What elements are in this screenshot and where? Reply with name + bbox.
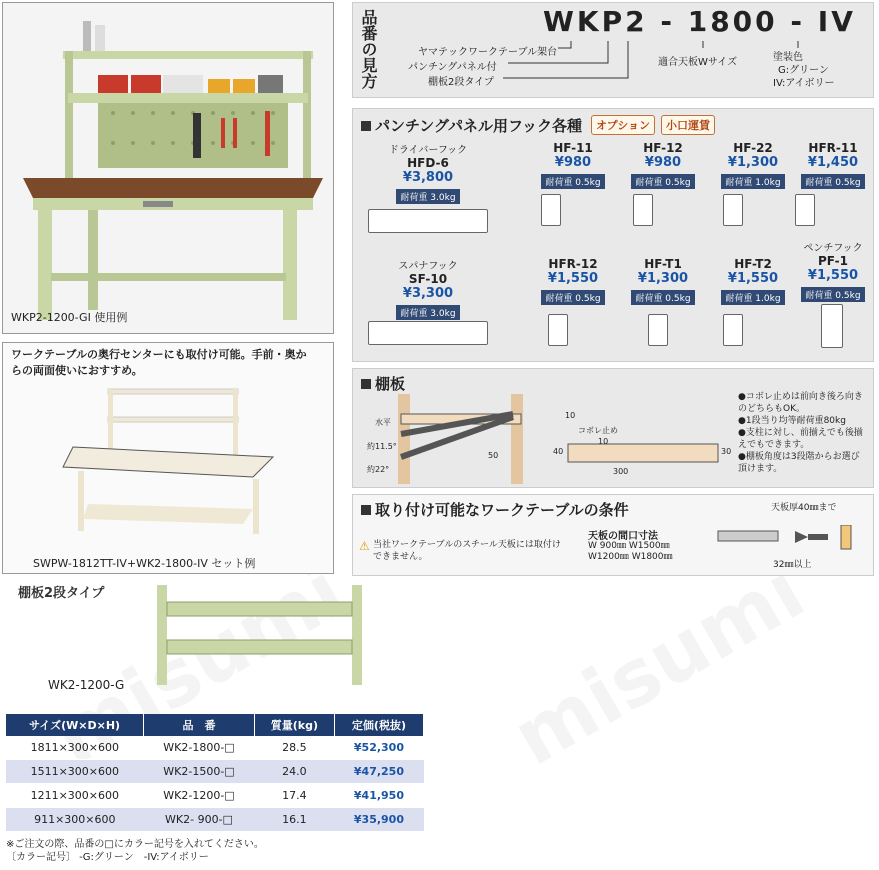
- cell-mass: 24.0: [254, 760, 334, 784]
- hook-load: 耐荷重 0.5kg: [541, 174, 604, 189]
- hook-plate-icon: [723, 194, 743, 226]
- hook-item: [623, 141, 703, 189]
- cell-code: WK2- 900-□: [144, 808, 255, 832]
- label-yamatec: ヤマテックワークテーブル架台: [418, 47, 558, 58]
- shelf-title: 棚板: [361, 373, 405, 394]
- hook-price: ¥1,550: [807, 268, 859, 283]
- hook-name: HF-11: [553, 141, 593, 155]
- col-size: サイズ(W×D×H): [6, 714, 144, 736]
- hook-item: [713, 257, 793, 305]
- opening-size: W1200㎜: [588, 552, 629, 562]
- cell-size: 1811×300×600: [6, 736, 144, 760]
- cell-mass: 17.4: [254, 784, 334, 808]
- label-dim-10b: 10: [598, 437, 609, 446]
- hook-name: SF-10: [408, 272, 448, 286]
- shelf-2tier-photo: [2, 580, 372, 710]
- photo-set-caption-top: ワークテーブルの奥行センターにも取付け可能。手前・奥からの両面使いにおすすめ。: [11, 348, 307, 377]
- conditions-warning: 当社ワークテーブルのスチール天板には取付けできません。: [373, 540, 561, 562]
- hook-item: [363, 257, 493, 320]
- opening-size: W1500㎜: [628, 541, 670, 551]
- opening-size: W1800㎜: [631, 552, 673, 562]
- depth-label: 32㎜以上: [773, 560, 812, 570]
- cell-price: ¥47,250: [334, 760, 423, 784]
- hook-load: 耐荷重 0.5kg: [801, 287, 864, 302]
- shelf-2tier-illustration: [152, 580, 372, 690]
- cell-code: WK2-1500-□: [144, 760, 255, 784]
- footnote-line: 〔カラー記号〕 -G:グリーン -IV:アイボリー: [6, 852, 209, 863]
- label-dim-300: 300: [613, 467, 629, 476]
- cell-price: ¥35,900: [334, 808, 423, 832]
- hook-item: [713, 141, 793, 189]
- product-code: WKP2 - 1800 - IV: [543, 5, 856, 38]
- col-price: 定価(税抜): [334, 714, 423, 736]
- cell-mass: 28.5: [254, 736, 334, 760]
- hook-price: ¥1,550: [727, 271, 779, 286]
- label-dim-50: 50: [488, 451, 499, 460]
- opening-title: 天板の間口寸法: [588, 531, 658, 542]
- cell-code: WK2-1800-□: [144, 736, 255, 760]
- watermark: [499, 547, 819, 784]
- photo-set-example: [2, 342, 334, 574]
- naming-guide: [352, 2, 874, 98]
- table-row: [6, 760, 424, 784]
- opening-sizes: [588, 541, 708, 563]
- hook-item: [623, 257, 703, 305]
- hook-category: ドライバーフック: [388, 145, 468, 156]
- hook-load: 耐荷重 0.5kg: [541, 290, 604, 305]
- hooks-title: パンチングパネル用フック各種: [361, 115, 582, 136]
- naming-vertical-title: 品番の見方: [359, 9, 378, 89]
- hook-load: 耐荷重 0.5kg: [631, 174, 694, 189]
- label-horizontal: 水平: [375, 418, 391, 427]
- label-color-title: 塗装色: [773, 52, 803, 63]
- opening-size: W 900㎜: [588, 541, 626, 551]
- hook-price: ¥1,450: [807, 155, 859, 170]
- photo-caption: WKP2-1200-GI 使用例: [11, 311, 128, 324]
- cell-price: ¥52,300: [334, 736, 423, 760]
- hook-name: HFD-6: [407, 156, 449, 170]
- hook-item: [533, 257, 613, 305]
- label-color-iv: IV:アイボリー: [773, 78, 835, 89]
- hooks-section: [352, 108, 874, 362]
- hook-price: ¥3,800: [402, 170, 454, 185]
- hook-category: ペンチフック: [803, 243, 863, 254]
- cell-size: 1511×300×600: [6, 760, 144, 784]
- hook-name: HF-12: [643, 141, 683, 155]
- hook-item: [363, 141, 493, 204]
- label-punching: パンチングパネル付: [408, 62, 497, 73]
- pliers-hook-icon: [821, 304, 843, 348]
- shelf-section: [352, 368, 874, 488]
- conditions-title: 取り付け可能なワークテーブルの条件: [361, 499, 629, 520]
- hook-plate-icon: [541, 194, 561, 226]
- table-row: [6, 736, 424, 760]
- hook-plate-icon: [633, 194, 653, 226]
- hook-load: 耐荷重 0.5kg: [801, 174, 864, 189]
- cell-size: 911×300×600: [6, 808, 144, 832]
- hook-name: HFR-11: [808, 141, 858, 155]
- hook-item: [793, 141, 873, 189]
- label-width: 適合天板Wサイズ: [658, 57, 738, 68]
- hook-price: ¥1,300: [727, 155, 779, 170]
- label-deg-2: 約22°: [367, 465, 390, 474]
- cell-code: WK2-1200-□: [144, 784, 255, 808]
- shelf-notes: [738, 391, 868, 475]
- table-row: [6, 808, 424, 832]
- hook-load: 耐荷重 1.0kg: [721, 174, 784, 189]
- hook-name: HF-T1: [644, 257, 682, 271]
- shelf-2tier-model: WK2-1200-G: [48, 678, 125, 692]
- naming-connector-lines: [353, 3, 873, 97]
- hook-load: 耐荷重 3.0kg: [396, 189, 459, 204]
- cell-size: 1211×300×600: [6, 784, 144, 808]
- hook-price: ¥980: [644, 155, 682, 170]
- label-dim-40: 40: [553, 447, 564, 456]
- hook-plate-icon: [795, 194, 815, 226]
- spanner-hook-icon: [368, 321, 488, 345]
- thickness-label: 天板厚40㎜まで: [771, 503, 837, 513]
- hook-name: HF-T2: [734, 257, 772, 271]
- hook-load: 耐荷重 3.0kg: [396, 305, 459, 320]
- hook-price: ¥3,300: [402, 286, 454, 301]
- shelf-note: ●コボレ止めは前向き後ろ向きのどちらもOK。: [738, 392, 863, 414]
- hook-price: ¥1,300: [637, 271, 689, 286]
- label-deg-1: 約11.5°: [367, 442, 397, 451]
- col-mass: 質量(kg): [254, 714, 334, 736]
- footnote-line: ※ご注文の際、品番の□にカラー記号を入れてください。: [6, 839, 264, 850]
- warning-icon: ⚠: [359, 539, 370, 553]
- hook-name: HF-22: [733, 141, 773, 155]
- col-code: 品 番: [144, 714, 255, 736]
- hook-item: [793, 239, 873, 302]
- hook-plate-icon: [548, 314, 568, 346]
- hook-price: ¥980: [554, 155, 592, 170]
- spec-table-header: [6, 714, 424, 736]
- workbench-illustration: [3, 3, 333, 333]
- hook-plate-icon: [723, 314, 743, 346]
- hook-item: [533, 141, 613, 189]
- conditions-section: [352, 494, 874, 576]
- hook-plate-icon: [648, 314, 668, 346]
- hook-load: 耐荷重 0.5kg: [631, 290, 694, 305]
- table-row: [6, 784, 424, 808]
- hook-category: スパナフック: [398, 261, 458, 272]
- photo-set-caption-bottom: SWPW-1812TT-IV+WK2-1800-IV セット例: [33, 557, 256, 570]
- cell-mass: 16.1: [254, 808, 334, 832]
- label-stop: コボレ止め: [578, 426, 618, 435]
- spec-table: [6, 714, 424, 832]
- shelf-note: ●棚板角度は3段階からお選び頂けます。: [738, 452, 860, 474]
- footnote: [6, 838, 264, 864]
- label-dim-30: 30: [721, 447, 732, 456]
- label-dim-10a: 10: [565, 411, 576, 420]
- tag-option: オプション: [591, 115, 655, 135]
- label-shelf: 棚板2段タイプ: [428, 77, 494, 88]
- double-sided-table-illustration: [3, 379, 333, 549]
- shelf-note: ●1段当り均等耐荷重80kg: [738, 416, 846, 426]
- hook-price: ¥1,550: [547, 271, 599, 286]
- label-color-g: G:グリーン: [778, 65, 829, 76]
- shelf-2tier-title: 棚板2段タイプ: [18, 586, 105, 601]
- shelf-note: ●支柱に対し、前揃えでも後揃えでもできます。: [738, 428, 863, 450]
- photo-usage-example: [2, 2, 334, 334]
- cell-price: ¥41,950: [334, 784, 423, 808]
- hook-load: 耐荷重 1.0kg: [721, 290, 784, 305]
- tag-small-shipping: 小口運賃: [661, 115, 715, 135]
- hook-name: HFR-12: [548, 257, 598, 271]
- hook-name: PF-1: [818, 254, 848, 268]
- driver-hook-icon: [368, 209, 488, 233]
